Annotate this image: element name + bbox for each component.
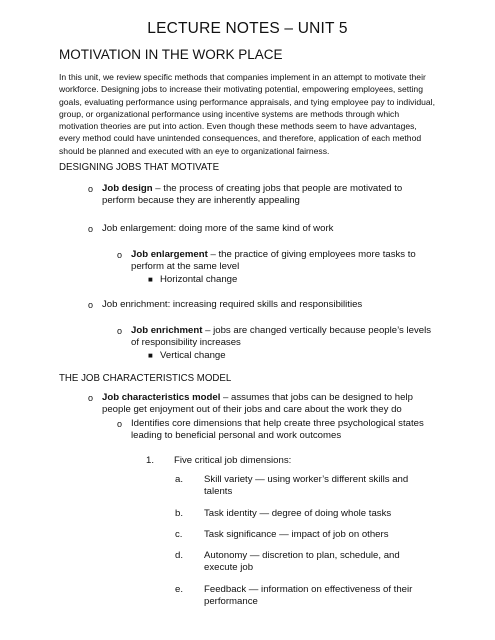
list-item-job-design (88, 183, 412, 208)
section-title: MOTIVATION IN THE WORK PLACE (59, 47, 283, 62)
list-item-job-enrichment-definition (117, 325, 441, 350)
number-marker: 1. (146, 455, 155, 466)
job-enrichment-line: Job enrichment: increasing required skills and responsibilities (102, 299, 363, 310)
letter-marker: c. (175, 529, 183, 540)
dimension-item: Task significance — impact of job on others (204, 529, 389, 540)
heading-job-characteristics-model: THE JOB CHARACTERISTICS MODEL (59, 373, 232, 384)
list-item-core-dimensions (117, 418, 431, 443)
vertical-change-text: Vertical change (160, 350, 226, 361)
term-job-enlargement: Job enlargement (131, 249, 208, 260)
hollow-bullet-icon: o (88, 300, 94, 310)
hollow-bullet-icon: o (117, 326, 123, 336)
square-bullet-icon: ■ (148, 275, 153, 284)
definition-job-design: – the process of creating jobs that people are motivated to perform because they are inherently appealing (102, 183, 403, 207)
job-enlargement-line: Job enlargement: doing more of the same kind of work (102, 223, 334, 234)
horizontal-change-text: Horizontal change (160, 274, 238, 285)
heading-designing-jobs: DESIGNING JOBS THAT MOTIVATE (59, 162, 220, 173)
letter-marker: e. (175, 584, 184, 595)
dimension-item: Task identity — degree of doing whole tasks (204, 508, 392, 519)
hollow-bullet-icon: o (117, 250, 123, 260)
list-item-vertical-change (148, 350, 360, 362)
hollow-bullet-icon: o (117, 419, 123, 429)
intro-paragraph: In this unit, we review specific methods that companies implement in an attempt to motivate their workforce. Designing jobs to increase their motivating potential, empowering employees, setting goals, evaluating performance using performance appraisals, and tying employee pay to individual, group, or organizational performance using incentive systems are methods through which motivation theories are put into action. Even though these methods seem to have advantages, every method could have unintended consequences, and therefore, application of each method should be planned and executed with an eye to organizational fairness. (59, 72, 435, 156)
definition-job-enrichment: – jobs are changed vertically because people’s levels of responsibility increases (131, 325, 432, 349)
core-dimensions-text: Identifies core dimensions that help create three psychological states leading to beneficial personal and work outcomes (131, 418, 424, 442)
list-item-five-dimensions: Five critical job dimensions: (174, 455, 292, 466)
definition-jcm: – assumes that jobs can be designed to help people get enjoyment out of their jobs and care about the work they do (102, 392, 413, 416)
list-item-job-enlargement-definition (117, 249, 421, 274)
list-item-job-enrichment (88, 299, 432, 311)
list-item-horizontal-change (148, 274, 360, 286)
dimension-item: Feedback — information on effectiveness of their performance (204, 584, 413, 608)
term-job-design: Job design (102, 183, 153, 194)
letter-marker: a. (175, 474, 184, 485)
dimension-item: Autonomy — discretion to plan, schedule, and execute job (204, 550, 400, 574)
hollow-bullet-icon: o (88, 393, 94, 403)
term-jcm: Job characteristics model (102, 392, 221, 403)
hollow-bullet-icon: o (88, 224, 94, 234)
letter-marker: b. (175, 508, 184, 519)
term-job-enrichment: Job enrichment (131, 325, 203, 336)
hollow-bullet-icon: o (88, 184, 94, 194)
list-item-job-enlargement (88, 223, 432, 235)
list-item-jcm (88, 392, 422, 417)
letter-marker: d. (175, 550, 184, 561)
square-bullet-icon: ■ (148, 351, 153, 360)
document-title: LECTURE NOTES – UNIT 5 (147, 20, 348, 37)
dimension-item: Skill variety — using worker’s different skills and talents (204, 474, 409, 498)
definition-job-enlargement: – the practice of giving employees more tasks to perform at the same level (131, 249, 416, 273)
